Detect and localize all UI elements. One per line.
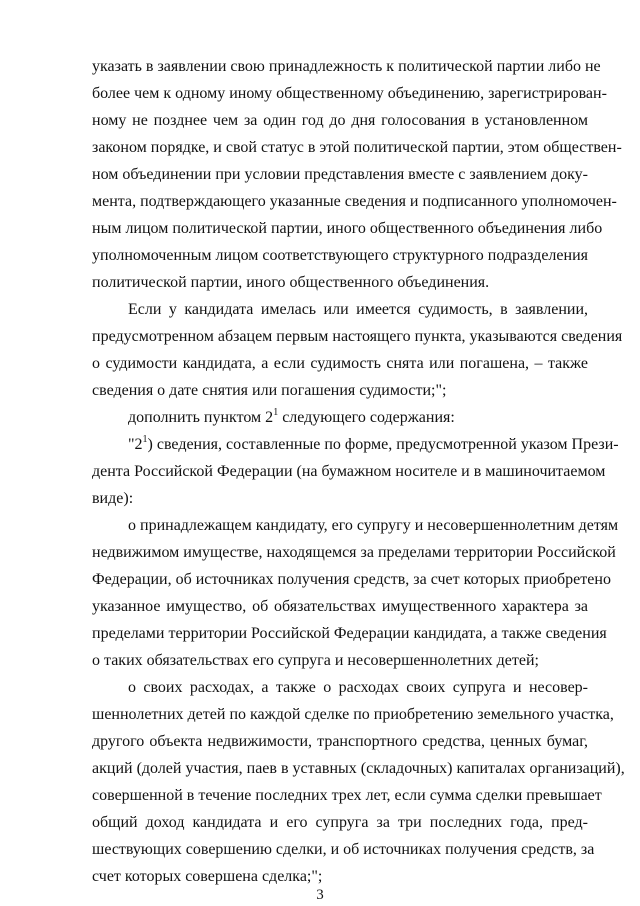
text-line: политической партии, иного общественного объединения. <box>92 274 490 291</box>
text-line: виде): <box>92 490 134 507</box>
text-line: о таких обязательствах его супруга и несовершеннолетних детей; <box>92 652 539 669</box>
text-line: более чем к одному иному общественному объединению, зарегистрирован- <box>92 85 607 102</box>
text-run: "2 <box>128 436 143 453</box>
text-run: следующего содержания: <box>278 409 455 426</box>
page-number: 3 <box>316 887 324 903</box>
superscript: 1 <box>142 433 148 445</box>
text-run: дополнить пунктом 2 <box>128 409 274 426</box>
text-line: указать в заявлении свою принадлежность к политической партии либо не <box>92 58 601 75</box>
text-line: недвижимом имуществе, находящемся за пределами территории Российской <box>92 544 616 561</box>
superscript: 1 <box>273 406 279 418</box>
text-line: законом порядке, и свой статус в этой политической партии, этом обществен- <box>92 139 622 156</box>
text-line: ном объединении при условии представления вместе с заявлением доку- <box>92 166 588 183</box>
text-line: мента, подтверждающего указанные сведения и подписанного уполномочен- <box>92 193 617 210</box>
text-line: ным лицом политической партии, иного общественного объединения либо <box>92 220 603 237</box>
text-line: о принадлежащем кандидату, его супругу и несовершеннолетним детям <box>128 517 619 534</box>
text-line: Федерации, об источниках получения средств, за счет которых приобретено <box>92 571 611 588</box>
text-line <box>128 407 588 429</box>
text-line: шествующих совершению сделки, и об источниках получения средств, за <box>92 841 595 858</box>
text-line: указанное имущество, об обязательствах имущественного характера за <box>92 598 588 615</box>
text-line: общий доход кандидата и его супруга за три последних года, пред- <box>92 814 588 831</box>
text-line: счет которых совершена сделка;"; <box>92 868 323 885</box>
text-line: уполномоченным лицом соответствующего структурного подразделения <box>92 247 588 264</box>
text-line: пределами территории Российской Федерации кандидата, а также сведения <box>92 625 607 642</box>
text-line: ному не позднее чем за один год до дня голосования в установленном <box>92 112 588 129</box>
text-line: другого объекта недвижимости, транспортного средства, ценных бумаг, <box>92 733 588 750</box>
text-line: дента Российской Федерации (на бумажном носителе и в машиночитаемом <box>92 463 606 480</box>
text-line: о судимости кандидата, а если судимость снята или погашена, – также <box>92 355 588 372</box>
text-line: Если у кандидата имелась или имеется судимость, в заявлении, <box>128 301 588 318</box>
text-run: ) сведения, составленные по форме, предусмотренной указом Прези- <box>147 436 619 453</box>
text-line: шеннолетних детей по каждой сделке по приобретению земельного участка, <box>92 706 614 723</box>
text-line: сведения о дате снятия или погашения судимости;"; <box>92 382 447 399</box>
text-line <box>128 433 619 456</box>
text-line: акций (долей участия, паев в уставных (складочных) капиталах организаций), <box>92 760 625 777</box>
text-line: о своих расходах, а также о расходах своих супруга и несовер- <box>128 679 588 696</box>
text-line: совершенной в течение последних трех лет, если сумма сделки превышает <box>92 787 602 804</box>
text-line: предусмотренном абзацем первым настоящего пункта, указываются сведения <box>92 328 623 345</box>
